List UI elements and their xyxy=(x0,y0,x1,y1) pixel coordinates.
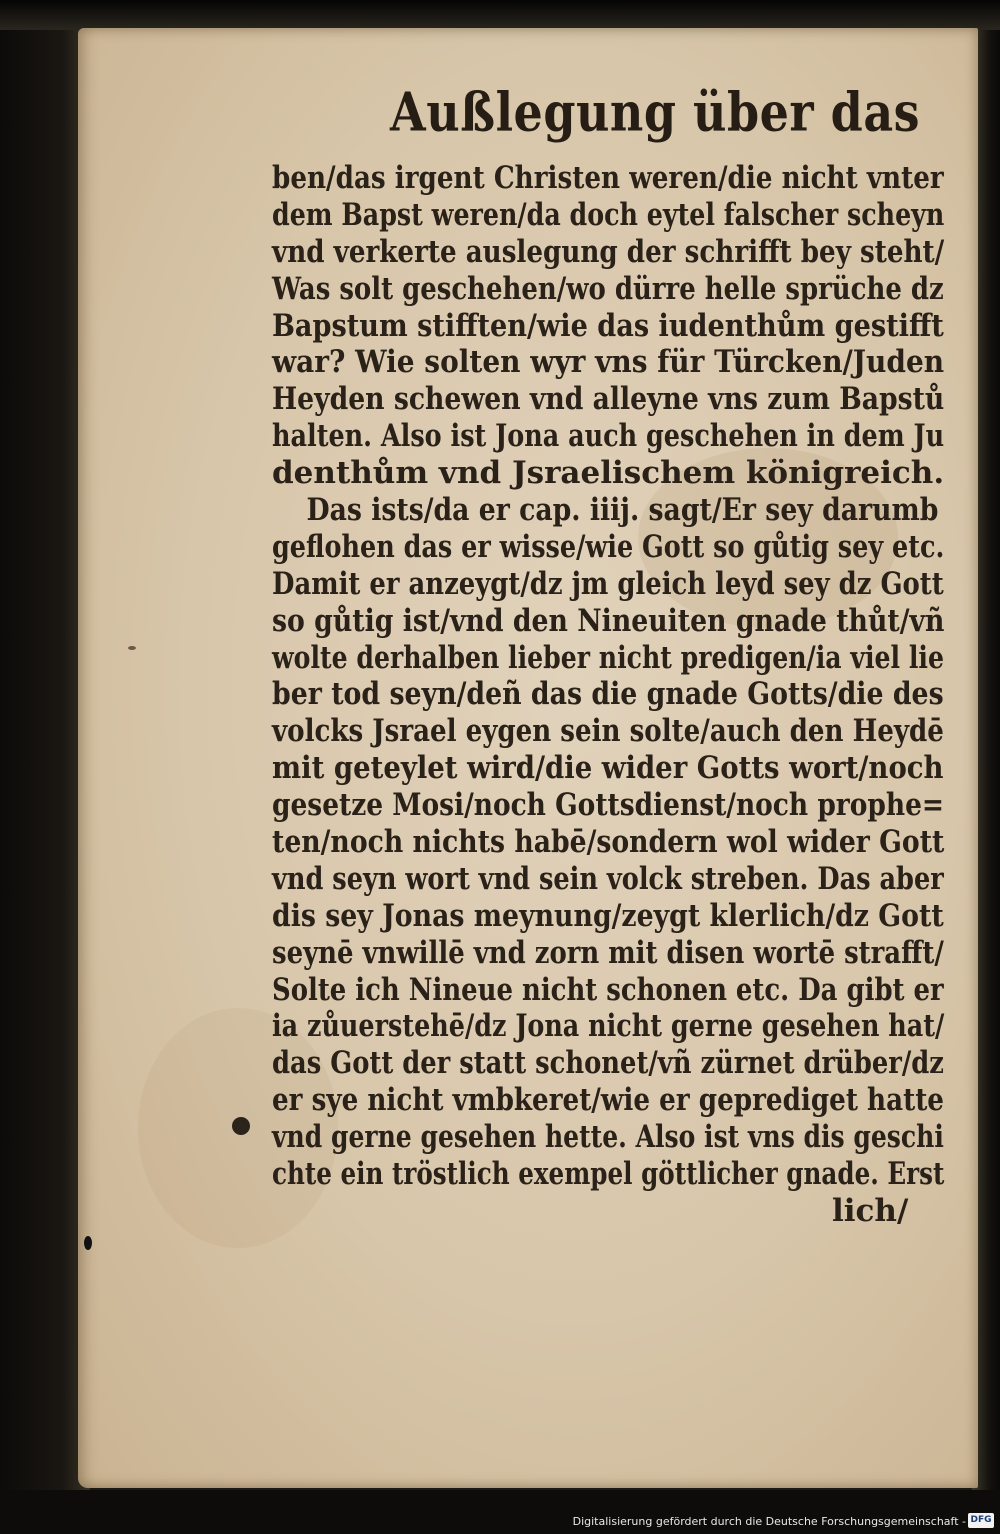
text-line: so gůtig ist/vnd den Nineuiten gnade thůt/vñ xyxy=(272,602,945,639)
dfg-logo: DFG xyxy=(968,1513,994,1528)
text-line: dis sey Jonas meynung/zeygt klerlich/dz Gott xyxy=(272,897,944,934)
text-line: ten/noch nichts habē/sondern wol wider Gott xyxy=(272,824,945,861)
text-line: vnd verkerte auslegung der schrifft bey steht/ xyxy=(272,233,945,270)
text-line: Das ists/da er cap. iiij. sagt/Er sey darumb xyxy=(306,492,939,529)
text-line: wolte derhalben lieber nicht predigen/ia viel lie xyxy=(272,639,944,676)
text-line: dem Bapst weren/da doch eytel falscher scheyn xyxy=(272,196,945,233)
text-line: denthům vnd Jsraelischem königreich. xyxy=(272,455,945,492)
page-heading: Außlegung über das xyxy=(390,80,921,144)
text-line: Heyden schewen vnd alleyne vns zum Bapstů xyxy=(272,381,945,418)
text-line: chte ein tröstlich exempel göttlicher gnade. Erst xyxy=(272,1156,945,1193)
text-line: ber tod seyn/deñ das die gnade Gotts/die des xyxy=(272,676,944,713)
text-line: ia zůuerstehē/dz Jona nicht gerne gesehen hat/ xyxy=(272,1008,945,1045)
catchword: lich/ xyxy=(832,1192,909,1229)
text-line: er sye nicht vmbkeret/wie er geprediget hatte xyxy=(272,1082,944,1119)
margin-ink-dot xyxy=(128,646,136,650)
text-line: seynē vnwillē vnd zorn mit disen wortē strafft/ xyxy=(272,934,944,971)
text-line: ben/das irgent Christen weren/die nicht vnter xyxy=(272,160,944,196)
text-line: Damit er anzeygt/dz jm gleich leyd sey dz Gott xyxy=(272,565,944,602)
digitization-credit: Digitalisierung gefördert durch die Deutsche Forschungsgemeinschaft - xyxy=(572,1515,966,1528)
text-line: geflohen das er wisse/wie Gott so gůtig sey etc. xyxy=(272,528,945,565)
text-line: gesetze Mosi/noch Gottsdienst/noch prophe= xyxy=(272,787,945,824)
margin-ink-dot xyxy=(232,1117,250,1135)
scan-border-top xyxy=(0,0,1000,30)
binding-left xyxy=(0,0,90,1534)
text-line: Was solt geschehen/wo dürre helle sprüche dz xyxy=(272,270,944,307)
text-line: halten. Also ist Jona auch geschehen in dem Ju xyxy=(272,418,945,455)
text-line: war? Wie solten wyr vns für Türcken/Juden xyxy=(272,344,945,381)
text-line: mit geteylet wird/die wider Gotts wort/noch xyxy=(272,750,944,787)
text-line: das Gott der statt schonet/vñ zürnet drüber/dz xyxy=(272,1045,944,1082)
text-line: Bapstum stifften/wie das iudenthům gestifft xyxy=(272,307,944,344)
margin-ink-dot xyxy=(84,1236,92,1250)
text-line: Solte ich Nineue nicht schonen etc. Da gibt er xyxy=(272,971,944,1008)
text-line: volcks Jsrael eygen sein solte/auch den Heydē xyxy=(272,713,944,750)
text-line: vnd seyn wort vnd sein volck streben. Das aber xyxy=(272,860,944,897)
page-body-text xyxy=(272,160,952,1230)
text-line: vnd gerne gesehen hette. Also ist vns dis geschi xyxy=(272,1119,944,1156)
